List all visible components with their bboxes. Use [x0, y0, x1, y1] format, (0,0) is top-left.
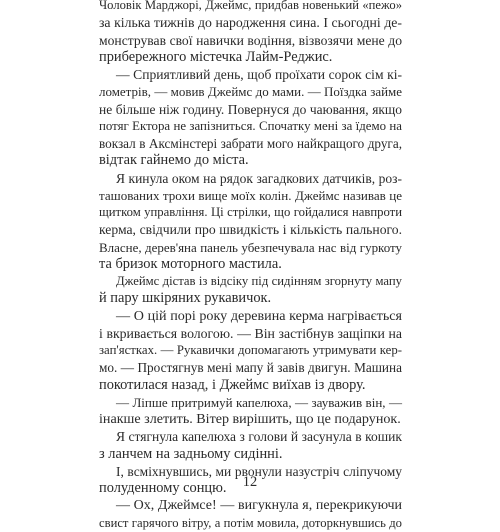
text-line: керма, свідчили про швидкість і кількість пального.	[99, 222, 402, 238]
text-line: лометрів, — мовив Джеймс до мами. — Поїздка займе	[99, 84, 402, 100]
body-text	[99, 0, 402, 532]
text-line: І, всміхнувшись, ми рвонули назустріч сліпучому	[116, 463, 402, 479]
text-line: зап'ястках. — Рукавички допомагають утримувати кер-	[99, 343, 402, 357]
text-line: — О цій порі року деревина керма нагрівається	[116, 307, 402, 324]
text-line: не більше ніж годину. Повернуся до чаювання, якщо	[99, 101, 402, 117]
text-line: вокзал в Аксмінстері забрати мого найкращого друга,	[99, 136, 402, 151]
text-line: Я стягнула капелюха з голови й засунула в кошик	[116, 429, 402, 445]
text-line: Чоловік Марджорі, Джеймс, придбав новенький «пежо»	[99, 0, 402, 12]
text-line: за кілька тижнів до народження сина. І сьогодні де-	[99, 15, 402, 31]
text-line: — Сприятливий день, щоб проїхати сорок сім кі-	[116, 67, 402, 82]
page-number: 12	[242, 474, 258, 490]
text-line: прибережного містечка Лайм-Реджис.	[99, 48, 333, 65]
text-line: полуденному сонцю.	[99, 480, 227, 496]
text-line: — Ліпше притримуй капелюха, — зауважив він, —	[116, 394, 402, 410]
text-line: потяг Ектора не запізниться. Спочатку мені за їдемо на	[99, 118, 402, 133]
text-line: Я кинула оком на рядок загадкових датчиків, роз-	[116, 170, 402, 186]
text-line: монстрував свої навички водіння, візвозячи мене до	[99, 32, 402, 48]
text-line: й пару шкіряних рукавичок.	[99, 290, 272, 307]
text-line: — Ох, Джеймсе! — вигукнула я, перекрикуючи	[116, 498, 402, 514]
text-line: та бризок моторного мастила.	[99, 255, 282, 272]
text-line: мо. — Простягнув мені мапу й завів двигун. Машина	[99, 360, 402, 376]
text-line: свист гарячого вітру, а потім мовила, доторкнувшись до	[99, 515, 402, 530]
text-line: відтак гайнемо до міста.	[99, 152, 249, 169]
text-line: інакше злетить. Вітер вирішить, що це подарунок.	[99, 411, 401, 427]
text-line: Джеймс дістав із відсіку під сидінням згорнуту мапу	[116, 274, 402, 288]
text-line: ташованих трохи вище моїх колін. Джеймс називав це	[99, 187, 402, 203]
text-line: щитком управління. Ці стрілки, що гойдалися навпроти	[99, 205, 402, 219]
text-line: покотилася назад, і Джеймс виїхав із двору.	[99, 376, 366, 393]
text-line: Власне, дерев'яна панель убезпечувала нас від гуркоту	[99, 239, 402, 255]
text-line: з ланчем на задньому сидінні.	[99, 445, 283, 462]
text-line: і вкривається вологою. — Він застібнув защіпки на	[99, 325, 402, 341]
